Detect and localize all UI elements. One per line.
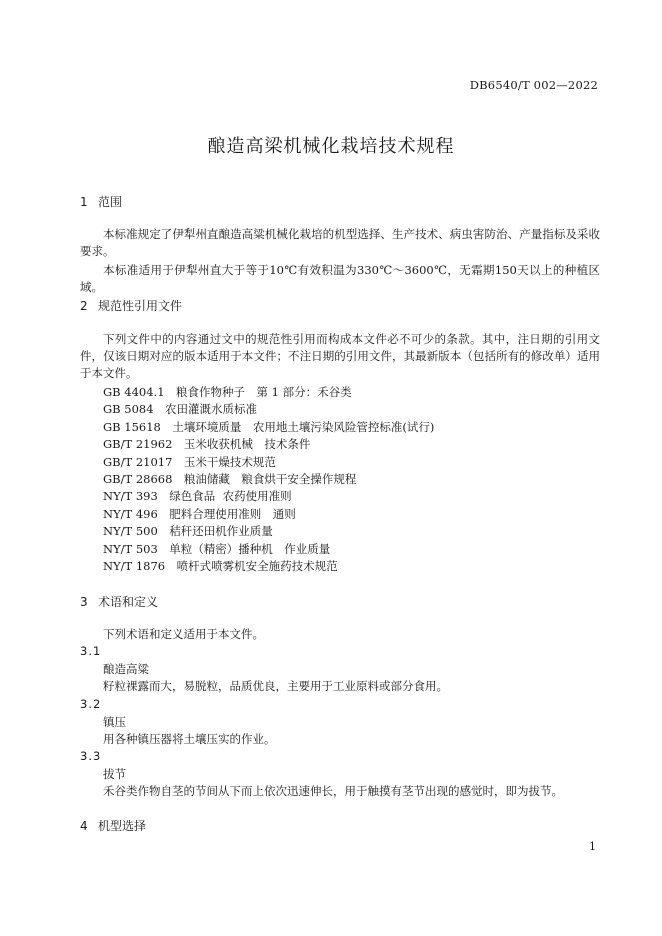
reference-item: GB 15618 土壤环境质量 农用地土壤污染风险管控标准(试行)	[103, 419, 435, 434]
reference-item: GB/T 21017 玉米干燥技术规范	[103, 454, 276, 469]
section-heading-machine-selection	[80, 817, 146, 834]
reference-item: GB/T 28668 粮油储藏 粮食烘干安全操作规程	[103, 471, 357, 486]
section-number: 4	[80, 819, 88, 833]
term-number: 3.1	[80, 644, 102, 658]
term-number: 3.2	[80, 697, 102, 711]
reference-item: GB 5084 农田灌溉水质标准	[103, 402, 258, 417]
reference-item: GB 4404.1 粮食作物种子 第 1 部分：禾谷类	[103, 385, 352, 399]
document-code: DB6540/T 002—2022	[469, 78, 598, 92]
term-name: 酿造高粱	[103, 662, 149, 676]
references-intro-paragraph: 下列文件中的内容通过文中的规范性引用而构成本文件必不可少的条款。其中，注日期的引用文件，仅该日期对应的版本适用于本文件；不注日期的引用文件，其最新版本（包括所有的修改单）适用于本文件。	[80, 332, 600, 380]
scope-paragraph-2: 本标准适用于伊犁州直大于等于10℃有效积温为330℃～3600℃，无霜期150天以上的种植区域。	[80, 263, 600, 294]
page-number: 1	[589, 840, 596, 853]
section-title: 规范性引用文件	[98, 299, 183, 313]
term-name: 镇压	[103, 715, 126, 729]
section-number: 2	[80, 299, 88, 313]
section-title: 术语和定义	[98, 595, 159, 609]
reference-item: NY/T 1876 喷杆式喷雾机安全施药技术规范	[103, 558, 338, 573]
document-title: 酿造高梁机械化栽培技术规程	[207, 136, 455, 157]
reference-item: NY/T 500 秸秆还田机作业质量	[103, 524, 273, 539]
scope-paragraph-1: 本标准规定了伊犁州直酿造高粱机械化栽培的机型选择、生产技术、病虫害防治、产量指标及采收要求。	[80, 227, 600, 258]
section-title: 机型选择	[98, 819, 147, 833]
reference-list	[103, 384, 434, 575]
section-number: 3	[80, 595, 88, 609]
reference-item: GB/T 21962 玉米收获机械 技术条件	[103, 437, 311, 452]
term-name: 拔节	[103, 767, 126, 781]
reference-item: NY/T 393 绿色食品 农药使用准则	[103, 489, 292, 504]
terms-intro-paragraph: 下列术语和定义适用于本文件。	[103, 627, 264, 641]
term-number: 3.3	[80, 749, 102, 763]
section-heading-normative-references	[80, 297, 182, 314]
term-definition: 籽粒裸露而大，易脱粒，品质优良，主要用于工业原料或部分食用。	[103, 679, 448, 693]
section-heading-scope	[80, 193, 122, 210]
term-definition: 禾谷类作物自茎的节间从下而上依次迅速伸长，用于触摸有茎节出现的感觉时，即为拔节。	[103, 784, 563, 798]
section-heading-terms	[80, 593, 158, 610]
section-title: 范围	[98, 195, 123, 209]
term-definition: 用各种镇压器将土壤压实的作业。	[103, 732, 276, 746]
section-number: 1	[80, 195, 88, 209]
reference-item: NY/T 496 肥料合理使用准则 通则	[103, 506, 296, 521]
reference-item: NY/T 503 单粒（精密）播种机 作业质量	[103, 541, 331, 556]
